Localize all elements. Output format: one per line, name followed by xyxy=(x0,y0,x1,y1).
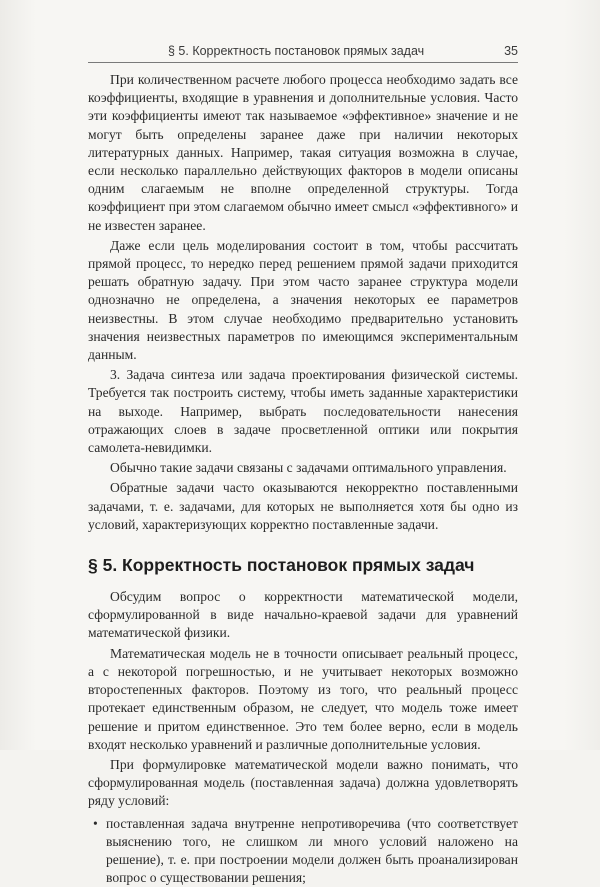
paragraph: Даже если цель моделирования состоит в том, чтобы рассчитать прямой процесс, то нередко перед решением прямой задачи приходится решать обратную задачу. При этом часто заранее структура модели однозначно не определена, а значения некоторых ее параметров неизвестны. В этом случае необходимо предварительно установить значения неизвестных параметров по имеющимся экспериментальным данным. xyxy=(88,237,518,363)
section-heading: § 5. Корректность постановок прямых задач xyxy=(88,555,475,576)
paragraph: Обычно такие задачи связаны с задачами оптимального управления. xyxy=(110,460,507,476)
paragraph: Математическая модель не в точности описывает реальный процесс, а с некоторой погрешностью, и не учитывает некоторых возможно второстепенных факторов. Поэтому из того, что реальный процесс протекает единственным образом, не следует, что модель тоже имеет решение и притом единственное. Это тем более верно, если в модель входят несколько уравнений и различные дополнительные условия. xyxy=(88,645,518,752)
page-body xyxy=(88,71,518,887)
paragraph: При количественном расчете любого процесса необходимо задать все коэффициенты, входящие в уравнения и дополнительные условия. Часто эти коэффициенты имеют так называемое «эффективное» значение и не могут быть определены заранее даже при наличии некоторых литературных данных. Например, такая ситуация возможна в случае, если несколько параллельно действующих факторов в модели описаны одним слагаемым не вполне определенной структуры. Тогда коэффициент при этом слагаемом обычно имеет смысл «эффективного» и не известен заранее. xyxy=(88,72,518,233)
header-rule xyxy=(88,62,518,63)
paragraph: Обсудим вопрос о корректности математической модели, сформулированной в виде начально-краевой задачи для уравнений математической физики. xyxy=(88,589,518,641)
list-item: • поставленная задача внутренне непротиворечива (что соответствует выяснению того, не слишком ли много условий наложено на решение), т. е. при построении модели должен быть проанализирован вопрос о существовании решения; xyxy=(88,815,518,887)
paragraph: 3. Задача синтеза или задача проектирования физической системы. Требуется так построить систему, чтобы иметь заданные характеристики на выходе. Например, выбрать последовательности нанесения отражающих слоев в задаче просветленной оптики или покрытия самолета-невидимки. xyxy=(88,367,518,456)
page-number: 35 xyxy=(504,44,518,58)
paragraph: При формулировке математической модели важно понимать, что сформулированная модель (поставленная задача) должна удовлетворять ряду условий: xyxy=(88,756,518,809)
conditions-list xyxy=(88,815,518,887)
running-head xyxy=(88,44,518,58)
running-head-title: § 5. Корректность постановок прямых задач xyxy=(168,44,425,58)
paragraph: Обратные задачи часто оказываются некорректно поставленными задачами, т. е. задачами, для которых не выполняется хотя бы одно из условий, характеризующих корректно поставленные задачи. xyxy=(88,480,518,532)
